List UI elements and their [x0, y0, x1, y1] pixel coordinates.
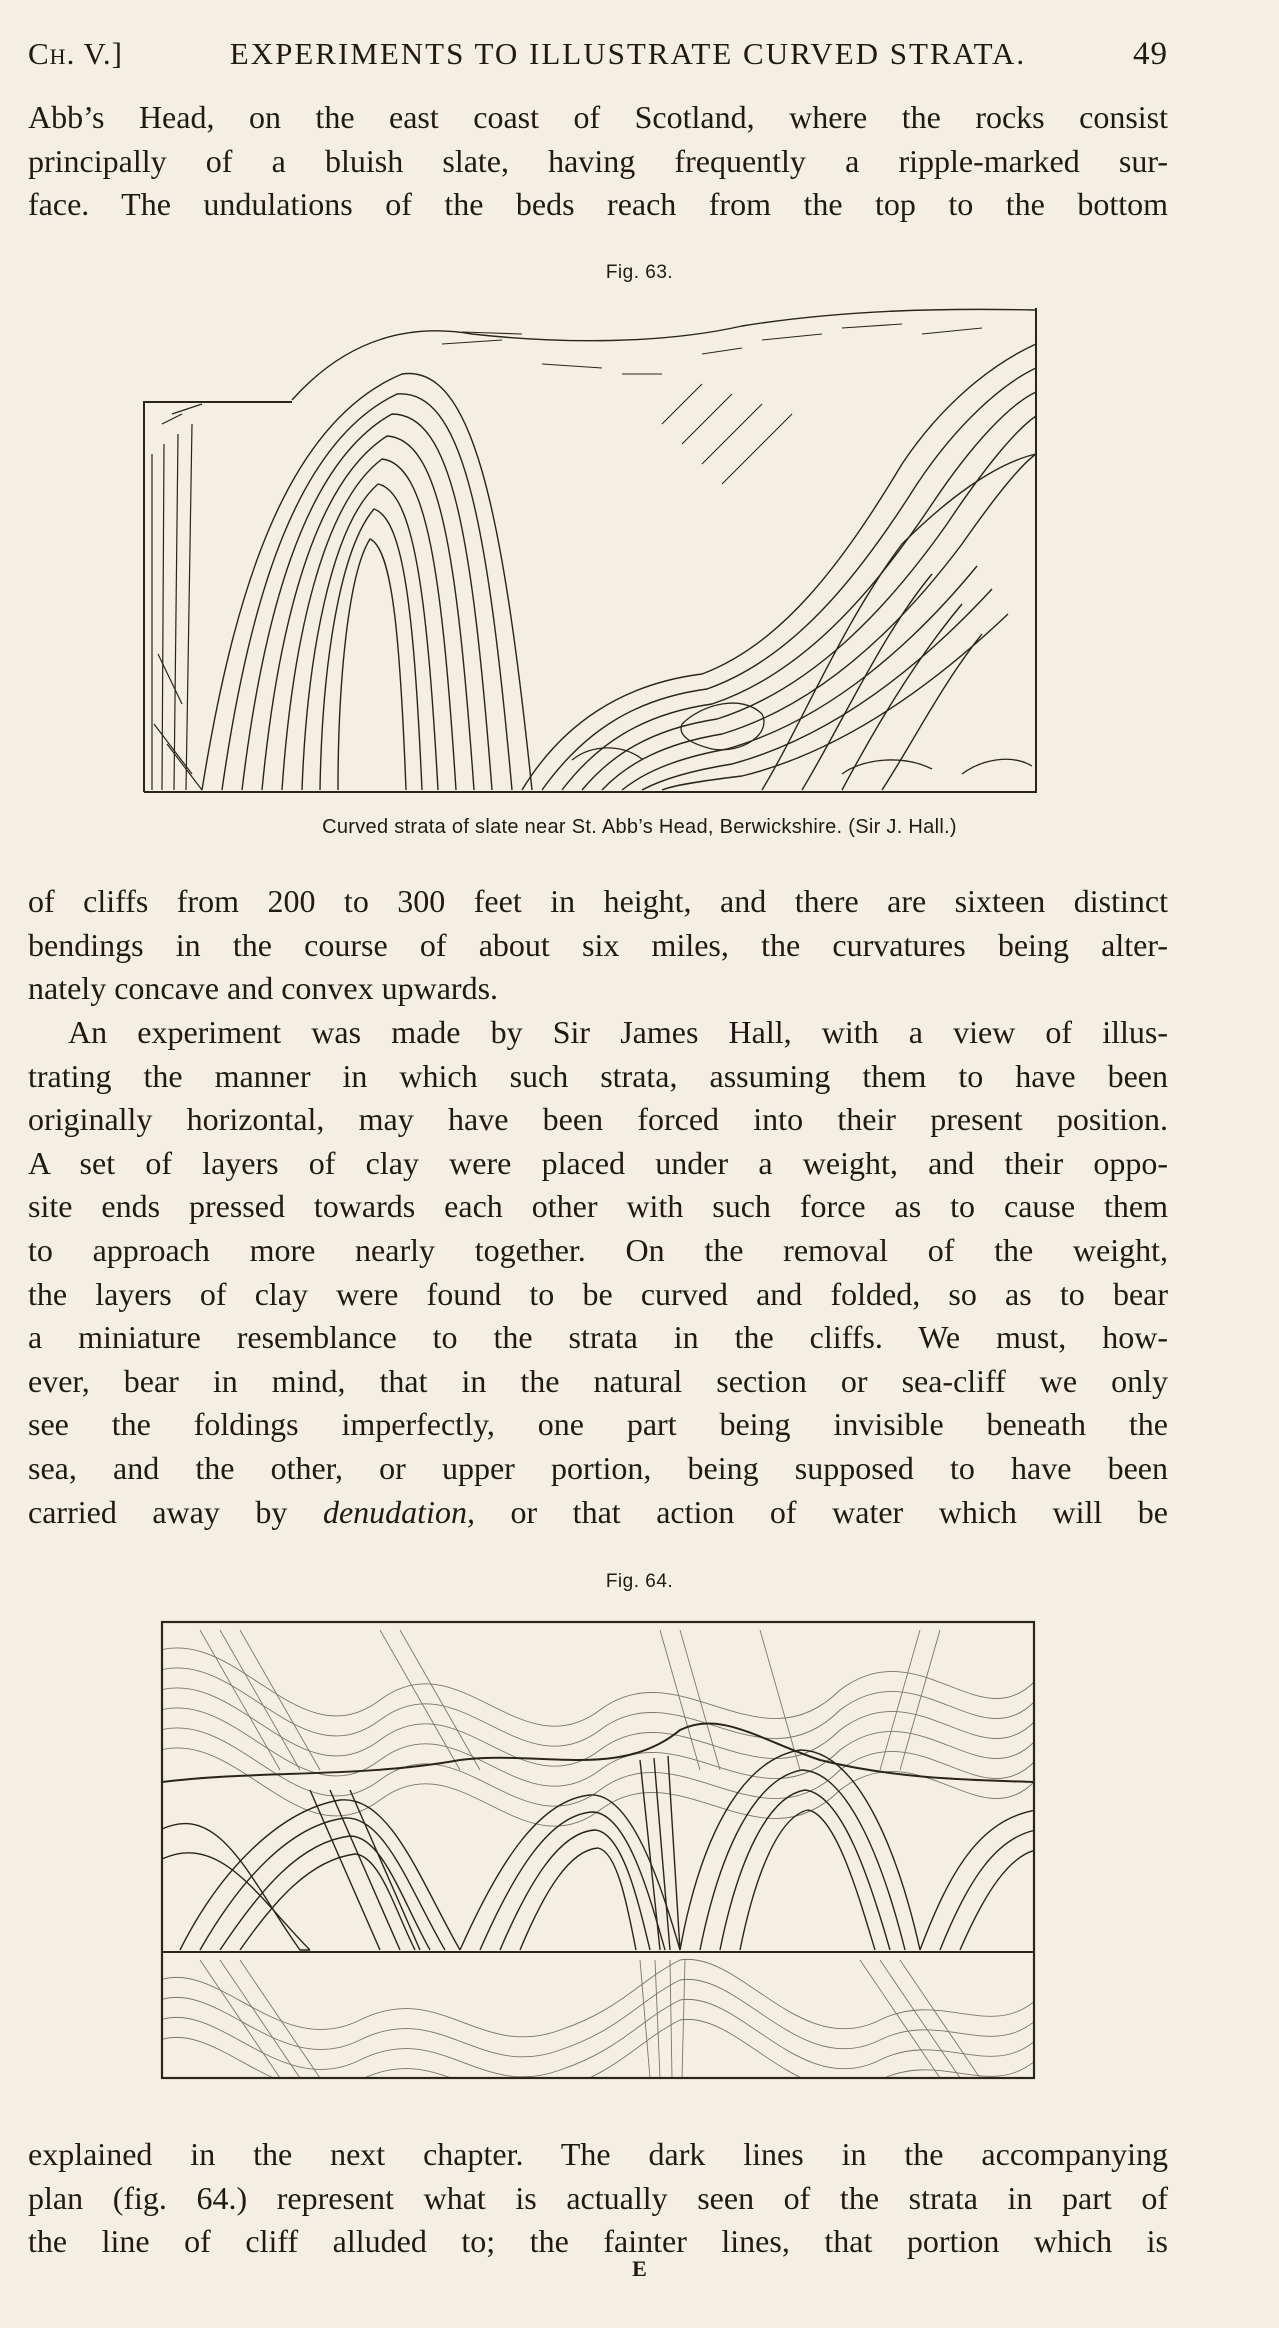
text-line: the layers of clay were found to be curved and folded, so as to bear [28, 1275, 1168, 1312]
text-line: ever, bear in mind, that in the natural section or sea-cliff we only [28, 1362, 1168, 1399]
text-line: trating the manner in which such strata, assuming them to have been [28, 1057, 1168, 1094]
page-number: 49 [1133, 36, 1168, 72]
text-line: see the foldings imperfectly, one part being invisible beneath the [28, 1406, 1168, 1443]
figure-64-folded-strata-plan [160, 1620, 1036, 2080]
figure-64-label: Fig. 64. [605, 1571, 674, 1592]
text-line: sea, and the other, or upper portion, being supposed to have been [28, 1449, 1168, 1486]
text-line: of cliffs from 200 to 300 feet in height, and there are sixteen distinct [28, 883, 1168, 919]
chapter-marker: Ch. V.] [28, 36, 123, 71]
running-title: EXPERIMENTS TO ILLUSTRATE CURVED STRATA. [229, 36, 1027, 71]
text-line: a miniature resemblance to the strata in the cliffs. We must, how- [28, 1319, 1168, 1356]
text-fragment: or that action of water which will be [474, 1493, 1169, 1530]
paragraph-4 [28, 2133, 1168, 2264]
running-header [28, 36, 1168, 80]
figure-63-label: Fig. 63. [605, 262, 674, 283]
text-line: An experiment was made by Sir James Hall, with a view of illus- [68, 1014, 1168, 1050]
text-line: plan (fig. 64.) represent what is actually seen of the strata in part of [28, 2179, 1168, 2216]
text-line: site ends pressed towards each other with such force as to cause them [28, 1188, 1168, 1225]
text-line: the line of cliff alluded to; the fainter lines, that portion which is [28, 2223, 1168, 2260]
signature-mark: E [632, 2256, 647, 2281]
text-line: principally of a bluish slate, having frequently a ripple-marked sur- [28, 142, 1168, 179]
text-line: originally horizontal, may have been forced into their present position. [28, 1101, 1168, 1138]
text-line: explained in the next chapter. The dark lines in the accompanying [28, 2136, 1168, 2172]
text-line [28, 1491, 1168, 1535]
figure-63-curved-strata-illustration [142, 304, 1038, 794]
text-line: A set of layers of clay were placed under a weight, and their oppo- [28, 1144, 1168, 1181]
text-line: nately concave and convex upwards. [28, 970, 499, 1007]
text-line: to approach more nearly together. On the removal of the weight, [28, 1231, 1168, 1268]
text-fragment: carried away by [28, 1493, 323, 1530]
paragraph-3 [28, 1011, 1168, 1534]
text-line: face. The undulations of the beds reach from the top to the bottom [28, 186, 1168, 223]
italic-term-denudation: denudation, [322, 1493, 475, 1530]
text-line: bendings in the course of about six miles, the curvatures being alter- [28, 926, 1168, 963]
paragraph-2 [28, 880, 1168, 1011]
figure-63-caption: Curved strata of slate near St. Abb’s Head, Berwickshire. (Sir J. Hall.) [322, 816, 957, 838]
paragraph-1 [28, 96, 1168, 227]
text-line: Abb’s Head, on the east coast of Scotland, where the rocks consist [28, 99, 1168, 135]
